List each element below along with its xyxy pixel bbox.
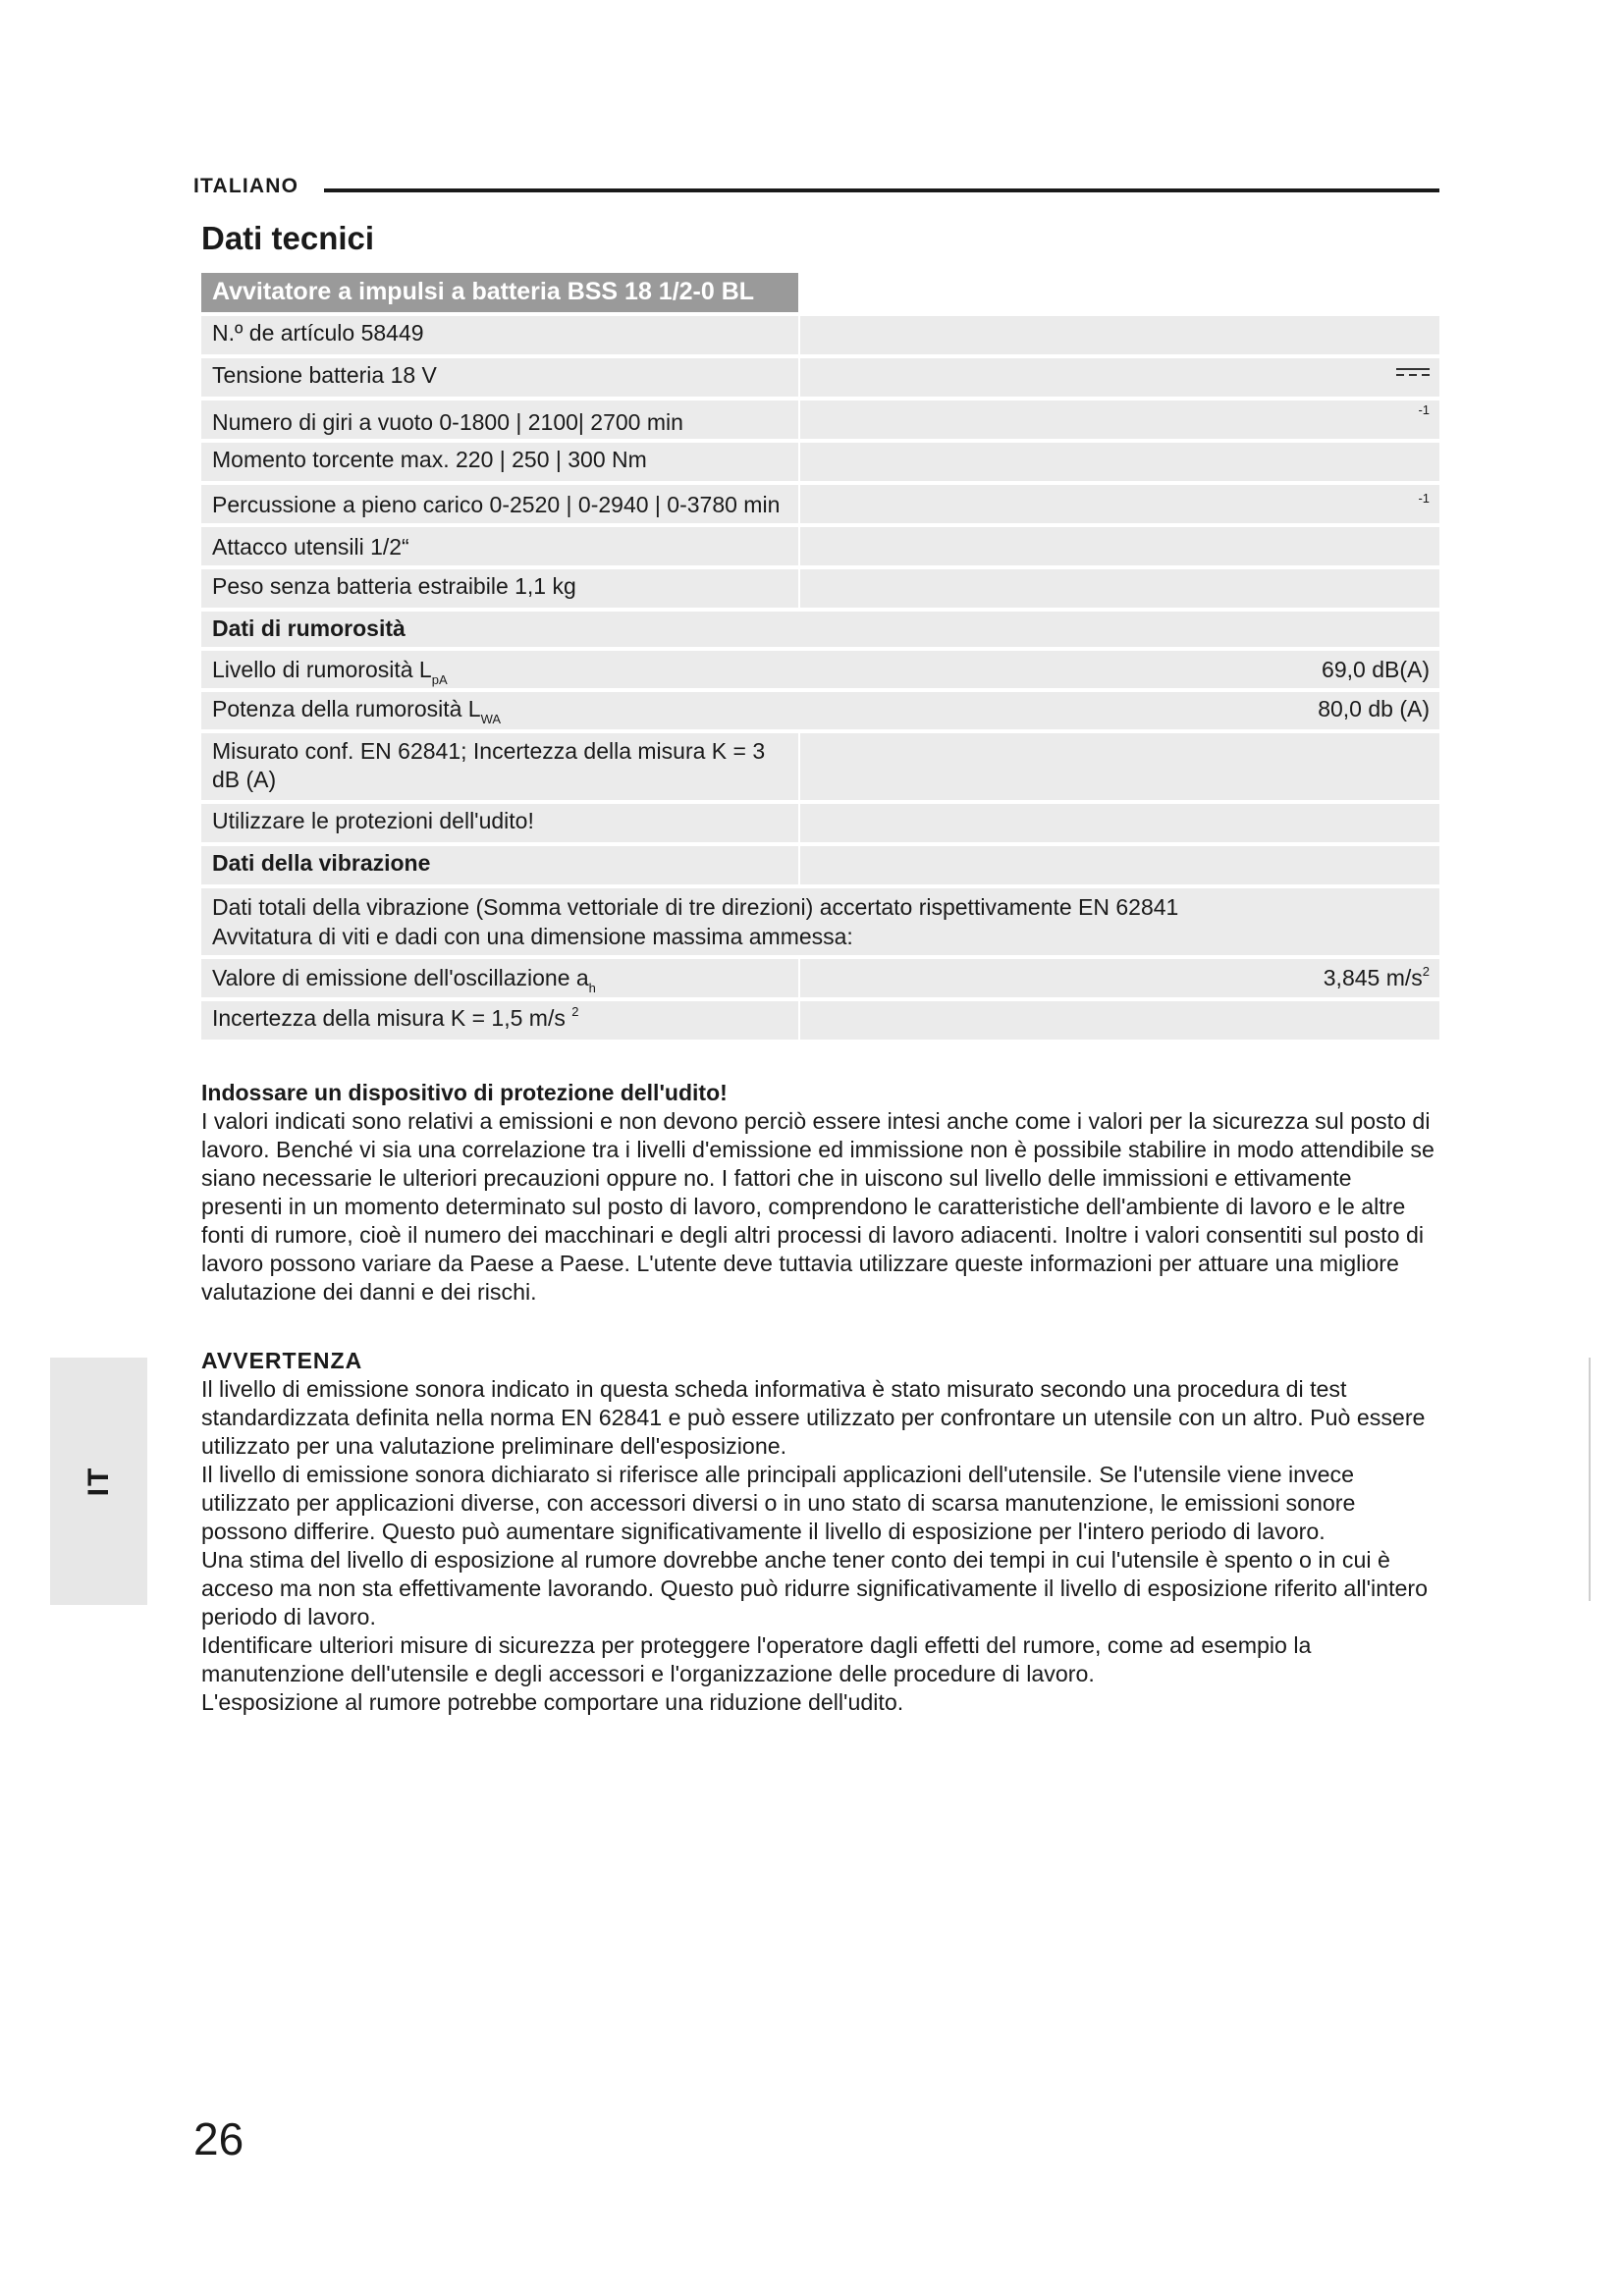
- impact-rate: Percussione a pieno carico 0-2520 | 0-2940 | 0-3780 min: [201, 485, 800, 523]
- hearing-protection-section: [201, 1079, 1438, 1307]
- table-row: [201, 527, 1439, 565]
- warning-paragraph: Una stima del livello di esposizione al rumore dovrebbe anche tener conto dei tempi in cui l'utensile è spento o in cui è acceso ma non sta effettivamente lavorando. Questo può ridurre significativamente il livello di esposizione riferito all'intero periodo di lavoro.: [201, 1547, 1429, 1629]
- table-row: [201, 651, 1439, 688]
- max-torque: Momento torcente max. 220 | 250 | 300 Nm: [201, 443, 800, 481]
- table-row: [201, 692, 1439, 729]
- tool-holder: Attacco utensili 1/2“: [201, 527, 800, 565]
- ear-protection-note: Utilizzare le protezioni dell'udito!: [201, 804, 800, 842]
- edge-line: [1589, 1358, 1591, 1601]
- header-rule: [324, 188, 1439, 192]
- warning-paragraph: Identificare ulteriori misure di sicurezza per proteggere l'operatore dagli effetti del rumore, come ad esempio la manutenzione dell'utensile e degli accessori e l'organizzazione delle procedure di lavoro.: [201, 1632, 1312, 1686]
- table-row: [201, 485, 1439, 523]
- table-row: [201, 733, 1439, 800]
- warning-paragraph: Il livello di emissione sonora indicato in questa scheda informativa è stato misurato secondo una procedura di test standardizzata definita nella norma EN 62841 e può essere utilizzato per confrontare un utensile con un altro. Può essere utilizzato per una valutazione preliminare dell'esposizione.: [201, 1376, 1426, 1459]
- language-side-tab: [50, 1358, 147, 1605]
- table-row: [201, 804, 1439, 842]
- vibration-total: Dati totali della vibrazione (Somma vettoriale di tre direzioni) accertato rispettivamente EN 62841 Avvitatura di viti e dadi con una dimensione massima ammessa:: [212, 894, 1179, 949]
- noise-data-title: Dati di rumorosità: [212, 615, 406, 641]
- measured-note: Misurato conf. EN 62841; Incertezza della misura K = 3 dB (A): [201, 733, 800, 800]
- uncertainty: Incertezza della misura K = 1,5 m/s $^2$: [201, 1001, 800, 1040]
- table-row: [201, 888, 1439, 955]
- table-row: [201, 316, 1439, 354]
- noise-power-value: 80,0 db (A): [1318, 696, 1430, 721]
- noise-power-label: Potenza della rumorosità $L_{WA}$: [212, 696, 502, 726]
- no-load-speed: Numero di giri a vuoto 0-1800 | 2100| 2700 min: [201, 400, 800, 439]
- table-row: [201, 612, 1439, 647]
- emission-value: 3,845 $m/s^2$: [1323, 964, 1430, 990]
- spec-table: [201, 273, 1439, 1043]
- impact-unit-exponent: -1: [1418, 491, 1430, 506]
- warning-section: [201, 1347, 1438, 1717]
- language-tab-label: IT: [81, 1466, 115, 1497]
- table-row: [201, 846, 1439, 884]
- direct-current-icon: [1396, 368, 1430, 380]
- vibration-data-title: Dati della vibrazione: [201, 846, 800, 884]
- table-row: [201, 569, 1439, 608]
- hearing-text: I valori indicati sono relativi a emissioni e non devono perciò essere intesi anche come i valori per la sicurezza sul posto di lavoro. Benché vi sia una correlazione tra i livelli d'emissione ed immissione non è possibile stabilire in modo attendibile se siano necessarie le ulteriori precauzioni oppure no. I fattori che in uiscono sul livello delle immissioni e ettivamente presenti in un momento determinato sul posto di lavoro, comprendono le caratteristiche dell'ambiente di lavoro e le altre fonti di rumore, cioè il numero dei macchinari e degli altri processi di lavoro adiacenti. Inoltre i valori consentiti sul posto di lavoro possono variare da Paese a Paese. L'utente deve tuttavia utilizzare queste informazioni per attuare una migliore valutazione dei danni e dei rischi.: [201, 1108, 1435, 1305]
- hearing-heading: Indossare un dispositivo di protezione dell'udito!: [201, 1080, 728, 1105]
- article-number: N.º de artículo 58449: [201, 316, 800, 354]
- table-row: [201, 443, 1439, 481]
- table-row: [201, 1001, 1439, 1040]
- table-row: [201, 358, 1439, 397]
- noise-level-label: Livello di rumorosità $L_{pA}$: [212, 657, 448, 687]
- warning-heading: AVVERTENZA: [201, 1348, 363, 1373]
- page-number: 26: [193, 2113, 244, 2164]
- section-title: Dati tecnici: [201, 220, 375, 256]
- table-heading-row: [201, 273, 1439, 312]
- speed-unit-exponent: -1: [1418, 402, 1430, 417]
- weight: Peso senza batteria estraibile 1,1 kg: [201, 569, 800, 608]
- battery-voltage: Tensione batteria 18 V: [201, 358, 800, 397]
- table-row: [201, 400, 1439, 439]
- warning-paragraph: L'esposizione al rumore potrebbe comportare una riduzione dell'udito.: [201, 1689, 904, 1715]
- table-row: [201, 959, 1439, 997]
- noise-level-value: 69,0 dB(A): [1322, 657, 1430, 682]
- warning-paragraph: Il livello di emissione sonora dichiarato si riferisce alle principali applicazioni dell'utensile. Se l'utensile viene invece utilizzato per applicazioni diverse, con accessori diversi o in uno stato di scarsa manutenzione, le emissioni sonore possono differire. Questo può aumentare significativamente il livello di esposizione per l'intero periodo di lavoro.: [201, 1462, 1356, 1544]
- emission-label: Valore di emissione dell'oscillazione $a_h$: [201, 959, 800, 997]
- table-heading: Avvitatore a impulsi a batteria BSS 18 1/2-0 BL: [201, 273, 800, 312]
- header-language: ITALIANO: [193, 175, 299, 197]
